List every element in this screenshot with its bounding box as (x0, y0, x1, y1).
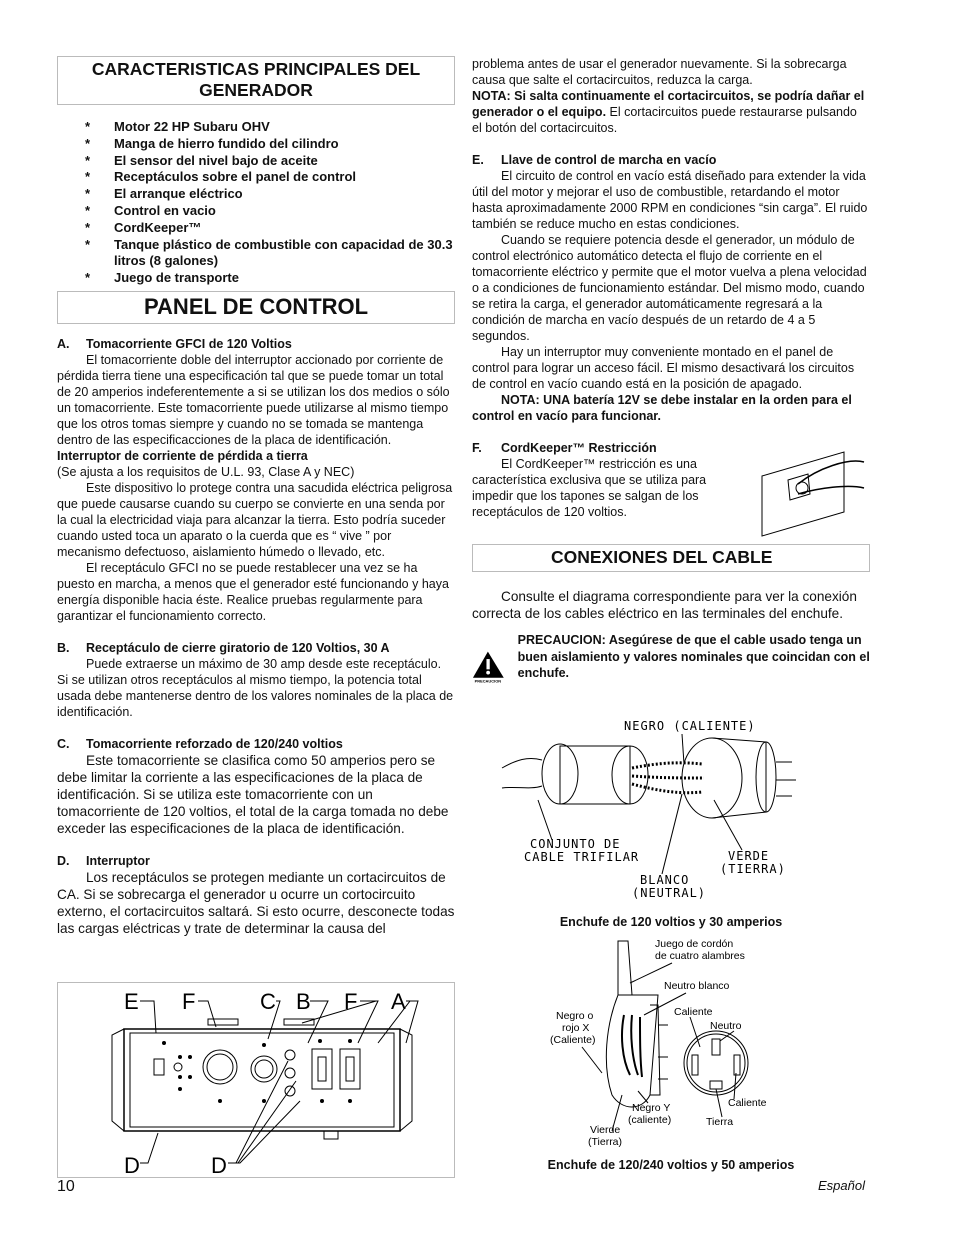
bullet-star: * (85, 119, 91, 134)
features-list (57, 119, 455, 287)
section-a-title: A. Tomacorriente GFCI de 120 Voltios (57, 336, 292, 351)
section-e-title: E. Llave de control de marcha en vacío (472, 153, 717, 167)
section-a-p3: El receptáculo GFCI no se puede restablecer una vez se ha puesto en marcha, a menos que el generador esté funcionando y haya energía disponible hacia éste. Realice pruebas regularmente para garantizar el funcionamiento correcto. (57, 560, 449, 623)
feature-item (57, 119, 455, 136)
diag1-caption: Enchufe de 120 voltios y 30 amperios (559, 915, 783, 929)
feature-item (57, 237, 455, 271)
feature-text: CordKeeper™ (114, 219, 202, 235)
gfci-note: (Se ajusta a los requisitos de U.L. 93, Clase A y NEC) (57, 464, 355, 479)
diag2-neutro: Neutro (710, 1020, 742, 1032)
diag2-neutro-blanco: Neutro blanco (664, 980, 730, 992)
diag2-negro1: Negro o (556, 1010, 594, 1022)
section-e-p2: Cuando se requiere potencia desde el generador, un módulo de control electrónico automático detecta el flujo de corriente en el tomacorriente eléctrico y permite que el motor vuelva a plena velocidad o a condiciones de funcionamiento estándar. Del mismo modo, cuando se retira la carga, el generador automáticamente regresará a la condición de marcha en vacío después de un retardo de 4 a 5 segundos. (472, 233, 867, 343)
plug-240v-50a-diagram (472, 935, 870, 1151)
feature-text: Manga de hierro fundido del cilindro (114, 135, 339, 151)
section-f-title: F. CordKeeper™ Restricción (472, 441, 657, 455)
cable-heading: CONEXIONES DEL CABLE (472, 544, 870, 572)
section-e-p1: El circuito de control en vacío está diseñado para extender la vida útil del motor y mejorar el uso de combustible, retardando el motor hasta aproximadamente 2000 RPM en condiciones “sin carga”. El ruido también se reduce mucho en estas condiciones. (472, 169, 868, 231)
bullet-star: * (85, 202, 91, 218)
diag1-conjunto2: CABLE TRIFILAR (524, 850, 640, 864)
diag2-negroy1: Negro Y (632, 1102, 671, 1114)
diag2-negro2: rojo X (562, 1022, 590, 1034)
control-panel-drawing (58, 983, 454, 1177)
label-d2: D (211, 1153, 227, 1177)
diag1-blanco1: BLANCO (640, 873, 690, 887)
features-heading: CARACTERISTICAS PRINCIPALES DEL GENERADOR (57, 56, 455, 105)
label-f2: F (344, 989, 358, 1014)
cable-p1: Consulte el diagrama correspondiente para ver la conexión correcta de los cables eléctrico en las terminales del enchufe. (472, 589, 857, 621)
diag2-juego1: Juego de cordón (655, 938, 734, 950)
diag1-verde1: VERDE (728, 849, 770, 863)
section-f-p1: El CordKeeper™ restricción es una característica exclusiva que se utiliza para impedir que los tapones se salgan de los receptáculos de 120 voltios. (472, 457, 707, 519)
diag1-negro: NEGRO (CALIENTE) (624, 719, 756, 733)
diag2-verde2: (Tierra) (588, 1136, 623, 1148)
right-column (472, 56, 870, 1172)
plug-120v-30a-diagram (472, 716, 870, 908)
label-d1: D (124, 1153, 140, 1177)
feature-item (57, 169, 455, 186)
diag1-conjunto1: CONJUNTO DE (530, 837, 621, 851)
language-label: Español (818, 1178, 865, 1193)
diag2-negro3: (Caliente) (550, 1034, 596, 1046)
warning-text: PRECAUCION: Asegúrese de que el cable usado tenga un buen aislamiento y valores nominales que coincidan con el enchufe. (517, 633, 870, 680)
diag2-caption: Enchufe de 120/240 voltios y 50 amperios (547, 1158, 795, 1172)
breaker-cont-p1: problema antes de usar el generador nuevamente. Si la sobrecarga causa que salte el cortacircuitos, reduzca la carga. (472, 57, 847, 87)
left-column (57, 56, 455, 937)
label-e: E (124, 989, 139, 1014)
gfci-subtitle: Interruptor de corriente de pérdida a tierra (57, 448, 308, 463)
diag2-negroy2: (caliente) (628, 1114, 672, 1126)
feature-text: El sensor del nivel bajo de aceite (114, 152, 318, 168)
section-e-p3: Hay un interruptor muy conveniente montado en el panel de control para lograr un acceso fácil. El mismo desactivará los circuitos de control en vacío cuando está en la posición de apagado. (472, 345, 855, 391)
feature-text: Motor 22 HP Subaru OHV (114, 119, 270, 134)
bullet-star: * (85, 152, 91, 168)
diag1-blanco2: (NEUTRAL) (632, 886, 707, 900)
svg-text:PRECAUCION: PRECAUCION (474, 678, 502, 684)
diag2-tierra: Tierra (706, 1116, 734, 1128)
feature-text: El arranque eléctrico (114, 186, 243, 202)
panel-heading: PANEL DE CONTROL (57, 291, 455, 324)
bullet-star: * (85, 270, 91, 286)
feature-item (57, 186, 455, 203)
label-c: C (260, 989, 276, 1014)
bullet-star: * (85, 236, 91, 252)
section-d-p1: Los receptáculos se protegen mediante un cortacircuitos de CA. Si se sobrecarga el generador u ocurre un cortocircuito externo, el cortacircuitos saltará. Si esto ocurre, desconecte todas las cargas eléctricas y trate de determinar la causa del (57, 869, 455, 936)
warning-icon (472, 632, 506, 702)
feature-text: Control en vacio (114, 202, 216, 218)
section-d-title: D. Interruptor (57, 853, 150, 868)
bullet-star: * (85, 186, 91, 202)
feature-item (57, 220, 455, 237)
diag2-juego2: de cuatro alambres (655, 950, 745, 962)
control-panel-figure (57, 982, 455, 1178)
label-b: B (296, 989, 311, 1014)
page-number: 10 (57, 1178, 75, 1195)
bullet-star: * (85, 169, 91, 185)
section-b-p1: Puede extraerse un máximo de 30 amp desde este receptáculo. Si se utilizan otros receptáculos al mismo tiempo, la potencia total usada debe mantenerse dentro de los valores nominales de la placa de identificación. (57, 656, 454, 719)
section-b-title: B. Receptáculo de cierre giratorio de 120 Voltios, 30 A (57, 640, 390, 655)
feature-item (57, 203, 455, 220)
label-f1: F (182, 989, 196, 1014)
feature-item (57, 153, 455, 170)
feature-text: Tanque plástico de combustible con capacidad de 30.3 litros (8 galones) (114, 236, 453, 269)
feature-text: Juego de transporte (114, 270, 239, 286)
section-c-p1: Este tomacorriente se clasifica como 50 amperios pero se debe limitar la corriente a las especificaciones de la placa de identificación. Si se utiliza este tomacorriente con un tomacorriente de 120 voltios, el total de la carga tomada no debe exceder las especificaciones de la placa de identificación. (57, 752, 449, 836)
battery-note: NOTA: UNA batería 12V se debe instalar en la orden para el control en vacío para funcionar. (472, 393, 852, 423)
diag2-caliente-top: Caliente (674, 1006, 713, 1018)
feature-item (57, 270, 455, 287)
label-a: A (391, 989, 406, 1014)
cordkeeper-illustration (758, 448, 868, 538)
section-a-p2: Este dispositivo lo protege contra una sacudida eléctrica peligrosa que puede causarse cuando su cuerpo se convierte en una senda por la cual la electricidad viaja para alcanzar la tierra. Esto podría suceder cuando usted toca un aparato o la cuerda que es “ vive ” por mecanismo defectuoso, aislamiento húmedo o llevado, etc. (57, 480, 453, 559)
feature-text: Receptáculos sobre el panel de control (114, 169, 357, 185)
bullet-star: * (85, 219, 91, 235)
section-c-title: C. Tomacorriente reforzado de 120/240 voltios (57, 736, 343, 751)
breaker-note: NOTA: Si salta continuamente el cortacircuitos, se podría dañar el generador o el equipo. El cortacircuitos puede restaurarse pulsando el botón del cortacircuitos. (472, 89, 865, 135)
diag2-verde1: Vierde (590, 1124, 621, 1136)
diag2-caliente-bot: Caliente (728, 1097, 767, 1109)
diag1-verde2: (TIERRA) (720, 862, 786, 876)
bullet-star: * (85, 135, 91, 151)
feature-item (57, 136, 455, 153)
section-a-p1: El tomacorriente doble del interruptor accionado por corriente de pérdida tierra tiene una especificación tal que se puede tomar un total de 20 amperios indeferentemente a si se utilizan los dos medios o sólo un tomacorriente. Este tomacorriente puede utilizarse al mismo tiempo que los otros tomas siempre y cuando no se tomada se mantenga dentro de las especificacciones de la placa de identificación. (57, 352, 450, 447)
